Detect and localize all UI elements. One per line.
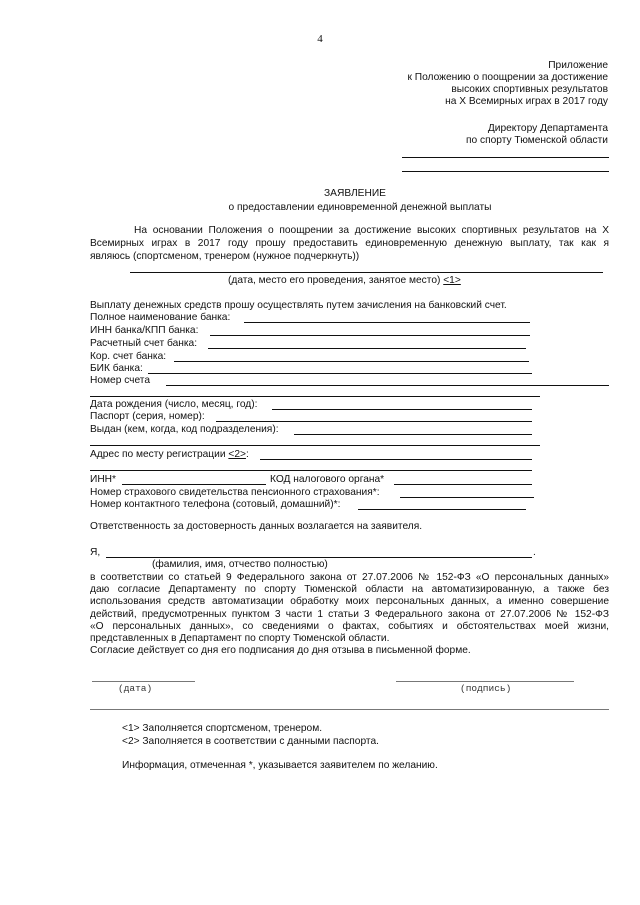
addressee-name-line[interactable]: [402, 157, 609, 158]
account-number-field[interactable]: [90, 375, 610, 387]
footnote-ref-1[interactable]: <1>: [443, 275, 461, 286]
account-number-extra-line[interactable]: [90, 396, 540, 397]
intro-line-3: являюсь (спортсменом, тренером (нужное подчеркнуть)): [90, 251, 360, 262]
issued-by-input-line[interactable]: [294, 434, 532, 435]
registration-address-label: Адрес по месту регистрации <2>:: [90, 449, 249, 460]
document-subtitle: о предоставлении единовременной денежной выплаты: [228, 202, 492, 213]
corr-account-label: Кор. счет банка:: [90, 351, 167, 362]
addressee-line: по спорту Тюменской области: [466, 135, 608, 146]
appendix-line: высоких спортивных результатов: [451, 84, 608, 95]
footnote-2: <2> Заполняется в соответствии с данными паспорта.: [122, 736, 379, 747]
consent-line: в соответствии со статьей 9 Федерального закона от 27.07.2006 № 152-ФЗ «О персональных данных»: [90, 572, 609, 583]
bank-inn-kpp-label: ИНН банка/КПП банка:: [90, 325, 199, 336]
issued-by-field[interactable]: [90, 424, 610, 436]
footnote-1: <1> Заполняется спортсменом, тренером.: [122, 723, 323, 734]
footnote-ref-2[interactable]: <2>: [228, 449, 246, 460]
bik-field[interactable]: [90, 363, 610, 375]
tax-code-input-line[interactable]: [394, 484, 532, 485]
settlement-account-label: Расчетный счет банка:: [90, 338, 198, 349]
page-number: 4: [317, 33, 323, 45]
inn-label: ИНН*: [90, 474, 117, 485]
passport-field[interactable]: [90, 411, 610, 423]
bank-intro: Выплату денежных средств прошу осуществлять путем зачисления на банковский счет.: [90, 300, 507, 311]
addressee-name-line-2[interactable]: [402, 171, 609, 172]
consent-line: использования средств автоматизации обработку моих персональных данных, а именно совершение: [90, 596, 609, 607]
registration-address-field[interactable]: [90, 449, 610, 461]
appendix-line: к Положению о поощрении за достижение: [407, 72, 608, 83]
passport-input-line[interactable]: [216, 421, 532, 422]
date-signature-line[interactable]: [92, 681, 195, 682]
birth-date-label: Дата рождения (число, месяц, год):: [90, 399, 258, 410]
consent-line: «О персональных данных», со сведениями о фактах, событиях и обстоятельствах моей жизни,: [90, 621, 609, 632]
registration-address-extra-line[interactable]: [90, 470, 532, 471]
event-details-line[interactable]: [130, 272, 603, 273]
consent-validity: Согласие действует со дня его подписания до дня отзыва в письменной форме.: [90, 645, 471, 656]
bank-name-field[interactable]: [90, 312, 610, 324]
bank-inn-kpp-field[interactable]: [90, 325, 610, 337]
consent-line: даю согласие Департаменту по спорту Тюменской области на автоматизированную, а также без: [90, 584, 609, 595]
account-number-label: Номер счета: [90, 375, 151, 386]
phone-label: Номер контактного телефона (сотовый, домашний)*:: [90, 499, 341, 510]
corr-account-field[interactable]: [90, 351, 610, 363]
issued-by-label: Выдан (кем, когда, код подразделения):: [90, 424, 279, 435]
addressee-line: Директору Департамента: [487, 123, 608, 134]
i-label: Я,: [90, 547, 101, 558]
insurance-number-field[interactable]: [90, 487, 610, 499]
full-name-caption: (фамилия, имя, отчество полностью): [152, 559, 328, 570]
event-caption: (дата, место его проведения, занятое место) <1>: [228, 275, 461, 286]
intro-line-2: Всемирных играх в 2017 году прошу предоставить единовременную денежную выплату, так как я: [90, 238, 609, 249]
full-name-end: .: [533, 547, 536, 558]
insurance-number-input-line[interactable]: [400, 497, 534, 498]
bik-input-line[interactable]: [148, 373, 532, 374]
corr-account-input-line[interactable]: [174, 361, 529, 362]
appendix-line: на X Всемирных играх в 2017 году: [445, 96, 608, 107]
inn-input-line[interactable]: [122, 484, 266, 485]
tax-code-label: КОД налогового органа*: [270, 474, 385, 485]
bank-name-input-line[interactable]: [244, 322, 530, 323]
settlement-account-field[interactable]: [90, 338, 610, 350]
date-caption: (дата): [118, 683, 153, 694]
passport-label: Паспорт (серия, номер):: [90, 411, 205, 422]
registration-address-input-line[interactable]: [260, 459, 532, 460]
intro-line-1: На основании Положения о поощрении за достижение высоких спортивных результатов на X: [134, 225, 609, 236]
full-name-input-line[interactable]: [106, 557, 532, 558]
consent-line: действий, предусмотренных пунктом 3 части 1 статьи 3 Федерального закона от 27.07.2006 № 152-ФЗ: [90, 609, 609, 620]
consent-last-line: представленных в Департамент по спорту Тюменской области.: [90, 633, 390, 644]
signature-caption: (подпись): [460, 683, 512, 694]
responsibility-text: Ответственность за достоверность данных возлагается на заявителя.: [90, 521, 423, 532]
info-note: Информация, отмеченная *, указывается заявителем по желанию.: [122, 760, 438, 771]
bank-inn-kpp-input-line[interactable]: [210, 335, 530, 336]
insurance-number-label: Номер страхового свидетельства пенсионного страхования*:: [90, 487, 380, 498]
birth-date-input-line[interactable]: [272, 409, 532, 410]
inn-tax-row: [90, 474, 610, 486]
account-number-input-line[interactable]: [166, 385, 609, 386]
birth-date-field[interactable]: [90, 399, 610, 411]
phone-field[interactable]: [90, 499, 610, 511]
bank-name-label: Полное наименование банка:: [90, 312, 231, 323]
full-name-field[interactable]: [90, 547, 610, 559]
document-title: ЗАЯВЛЕНИЕ: [324, 188, 386, 199]
issued-by-extra-line[interactable]: [90, 445, 540, 446]
footnotes-separator: [90, 709, 609, 710]
bik-label: БИК банка:: [90, 363, 143, 374]
phone-input-line[interactable]: [358, 509, 526, 510]
signature-line[interactable]: [396, 681, 574, 682]
settlement-account-input-line[interactable]: [208, 348, 526, 349]
appendix-line: Приложение: [548, 60, 608, 71]
